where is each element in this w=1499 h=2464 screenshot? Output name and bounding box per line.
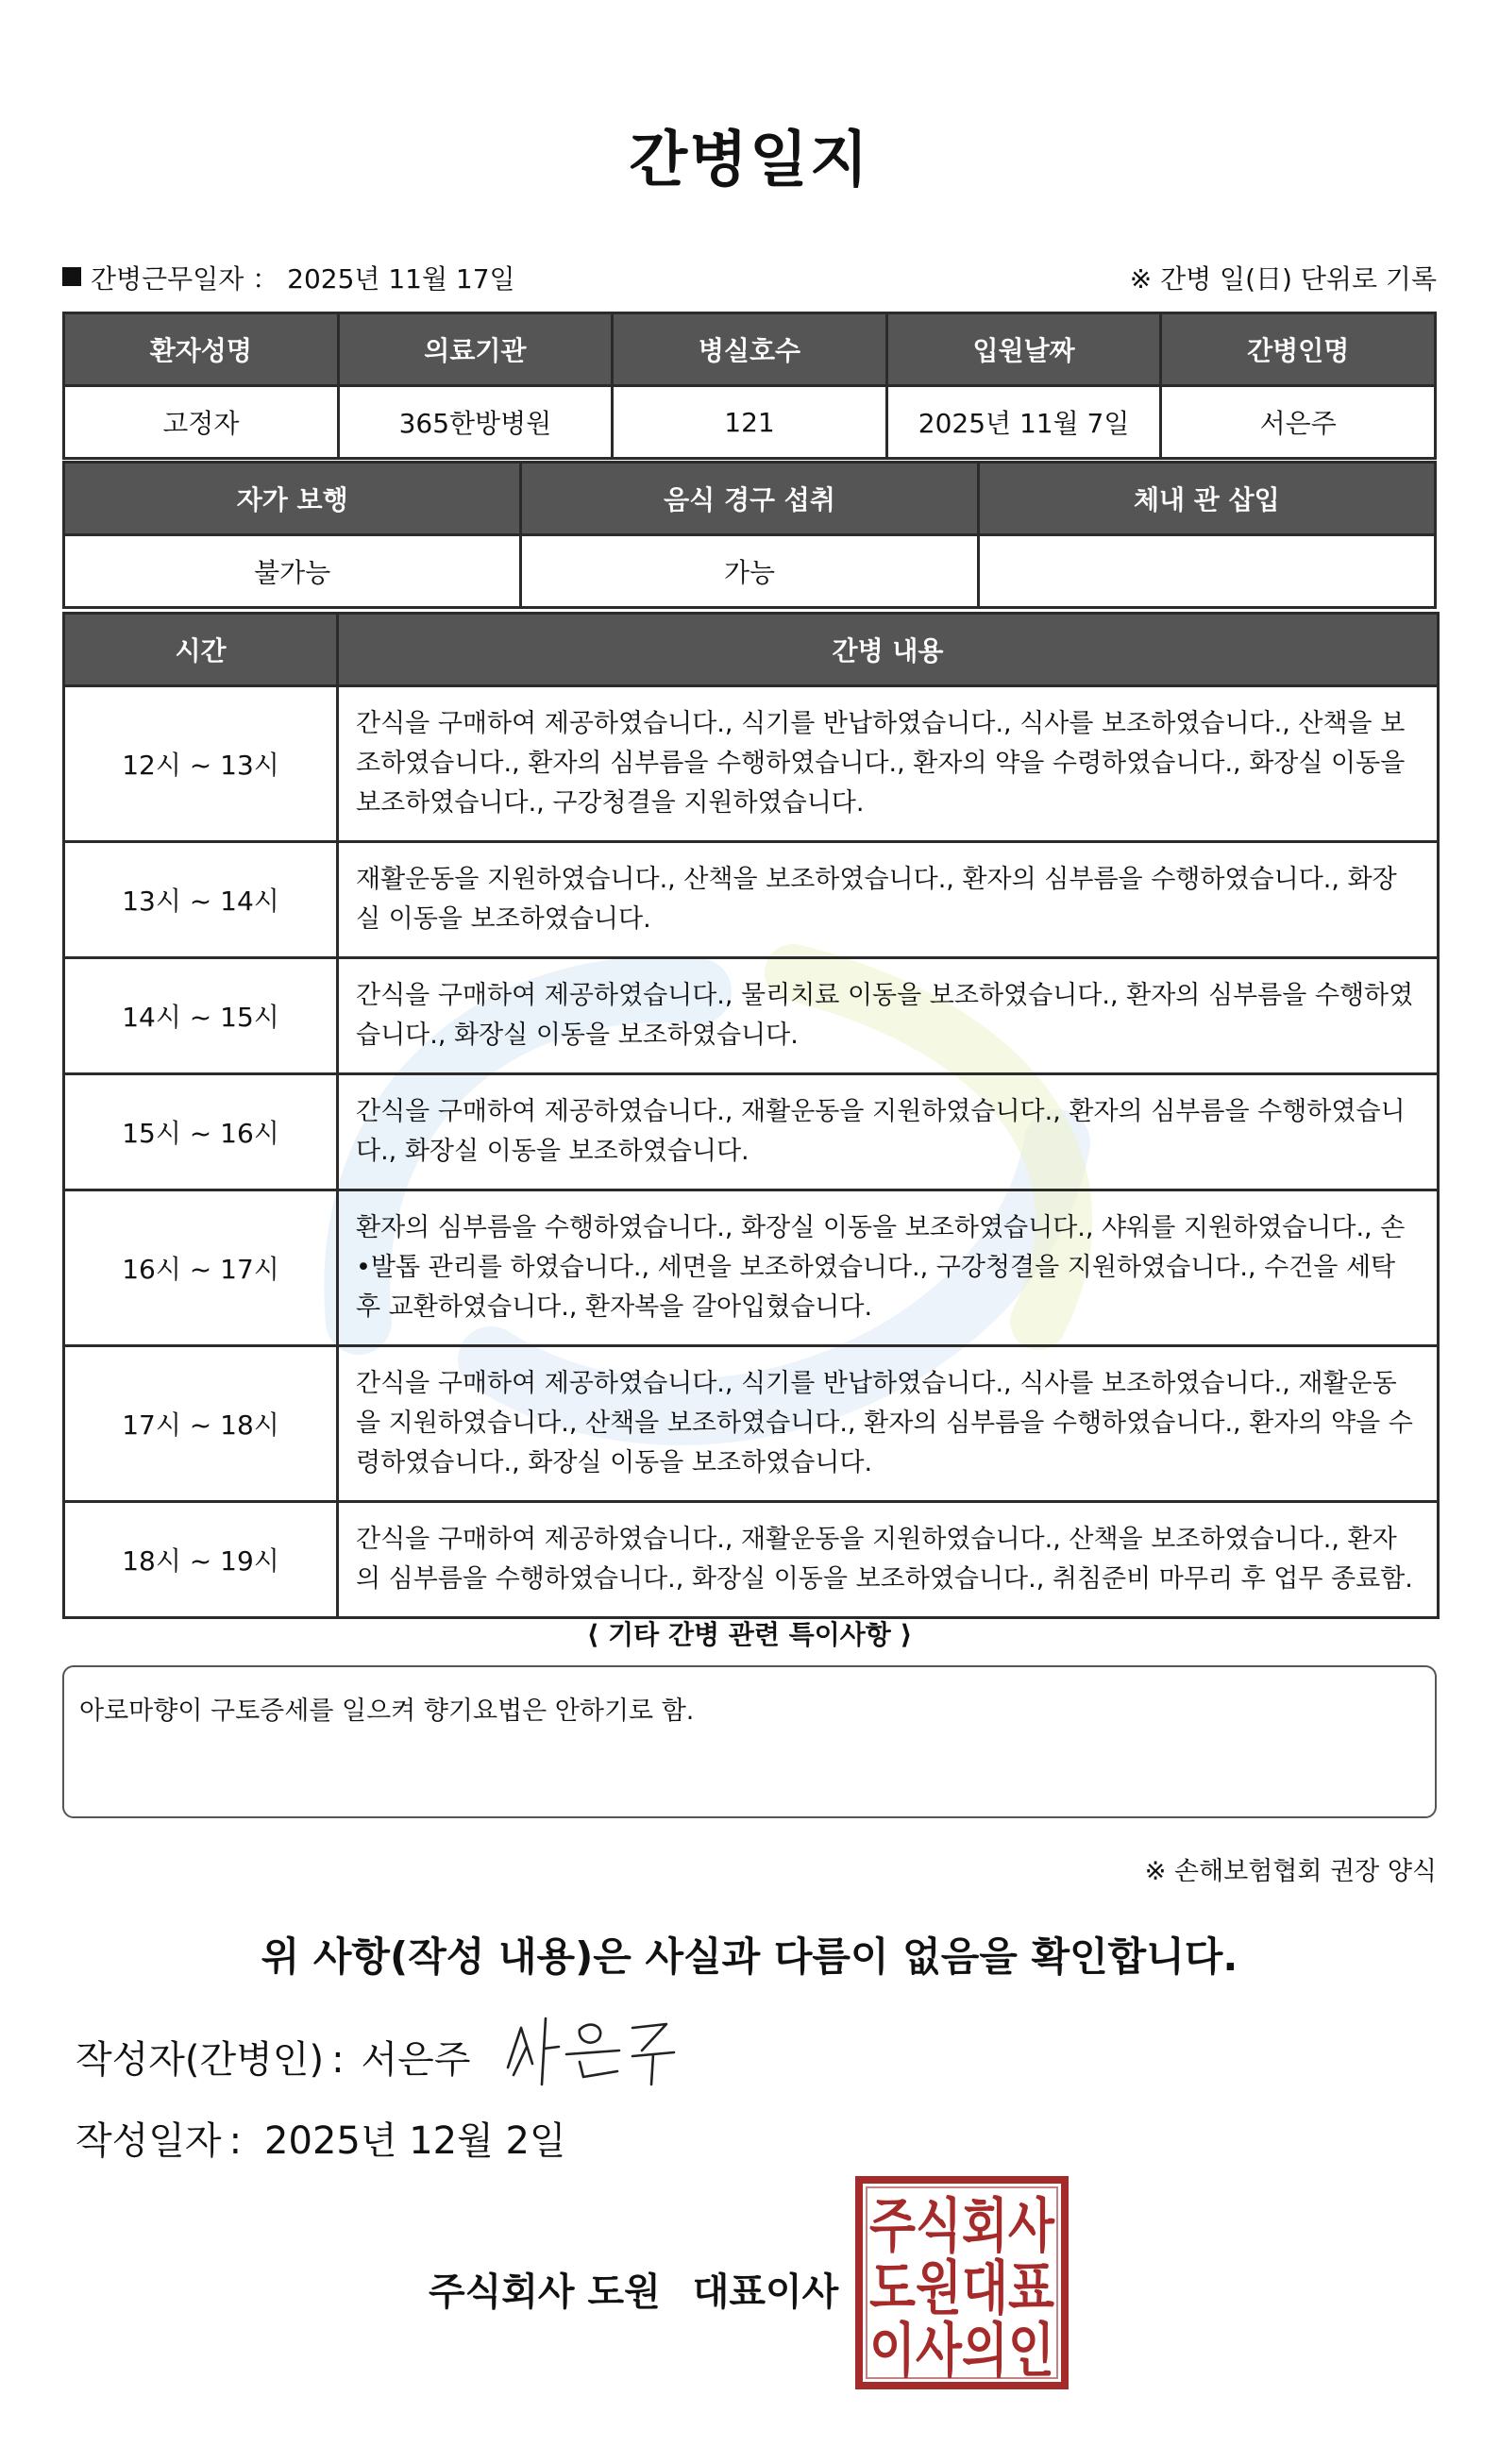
handwritten-signature <box>500 2009 680 2094</box>
time-slot: 13시 ~ 14시 <box>64 842 338 958</box>
header-caregiver-name: 간병인명 <box>1161 313 1436 386</box>
writer-name: 서은주 <box>361 2038 471 2082</box>
table-header-row <box>64 463 1436 535</box>
page-title: 간병일지 <box>629 126 870 195</box>
seal-line-3: 이사의인 <box>869 2316 1054 2385</box>
special-notes-box <box>62 1665 1437 1818</box>
table-row <box>64 1074 1439 1190</box>
writer-colon: : <box>331 2038 345 2082</box>
table-header-row <box>64 614 1439 686</box>
confirmation-statement: 위 사항(작성 내용)은 사실과 다름이 없음을 확인합니다. <box>261 1933 1238 1980</box>
table-row <box>64 1502 1439 1618</box>
header-care-content: 간병 내용 <box>338 614 1439 686</box>
patient-info-table <box>62 312 1437 460</box>
table-row <box>64 1346 1439 1502</box>
header-admission-date: 입원날짜 <box>886 313 1161 386</box>
work-date-label: 간병근무일자 <box>91 263 244 295</box>
company-title: 대표이사 <box>692 2270 839 2314</box>
company-name: 주식회사 도원 <box>429 2270 661 2314</box>
seal-line-2: 도원대표 <box>869 2253 1055 2322</box>
care-log-table <box>62 612 1440 1619</box>
seal-line-1: 주식회사 <box>869 2191 1055 2260</box>
walking-status: 불가능 <box>64 535 521 608</box>
care-content: 간식을 구매하여 제공하였습니다., 물리치료 이동을 보조하였습니다., 환자의 심부름을 수행하였습니다., 화장실 이동을 보조하였습니다. <box>338 958 1439 1074</box>
written-date-value: 2025년 12월 2일 <box>264 2119 566 2163</box>
table-header-row <box>64 313 1436 386</box>
table-row <box>64 1190 1439 1346</box>
tube-insertion-status <box>978 535 1435 608</box>
header-patient-name: 환자성명 <box>64 313 339 386</box>
written-date-label: 작성일자 <box>76 2119 222 2163</box>
patient-status-table <box>62 461 1437 609</box>
time-slot: 15시 ~ 16시 <box>64 1074 338 1190</box>
admission-date: 2025년 11월 7일 <box>886 386 1161 459</box>
time-slot: 14시 ~ 15시 <box>64 958 338 1074</box>
table-row <box>64 958 1439 1074</box>
square-bullet-icon <box>62 267 81 286</box>
time-slot: 12시 ~ 13시 <box>64 686 338 842</box>
special-notes-title: ⟨ 기타 간병 관련 특이사항 ⟩ <box>586 1619 913 1650</box>
caregiver-name: 서은주 <box>1161 386 1436 459</box>
oral-intake-status: 가능 <box>521 535 978 608</box>
company-seal-stamp <box>855 2176 1069 2389</box>
table-row <box>64 535 1436 608</box>
writer-label: 작성자(간병인) <box>76 2038 325 2082</box>
table-row <box>64 386 1436 459</box>
header-walking: 자가 보행 <box>64 463 521 535</box>
special-notes-text: 아로마향이 구토증세를 일으켜 향기요법은 안하기로 함. <box>79 1696 695 1726</box>
care-content: 간식을 구매하여 제공하였습니다., 식기를 반납하였습니다., 식사를 보조하였습니다., 산책을 보조하였습니다., 환자의 심부름을 수행하였습니다., 환자의 약을 수령하였습니다., 화장실 이동을 보조하였습니다., 구강청결을 지원하였습니다. <box>338 686 1439 842</box>
care-content: 환자의 심부름을 수행하였습니다., 화장실 이동을 보조하였습니다., 샤워를 지원하였습니다., 손•발톱 관리를 하였습니다., 세면을 보조하였습니다., 구강청결을 지원하였습니다., 수건을 세탁 후 교환하였습니다., 환자복을 갈아입혔습니다. <box>338 1190 1439 1346</box>
written-date-line <box>76 2111 566 2165</box>
work-date <box>62 259 515 296</box>
written-date-colon: : <box>228 2119 243 2163</box>
header-hospital: 의료기관 <box>338 313 613 386</box>
patient-name: 고정자 <box>64 386 339 459</box>
care-content: 간식을 구매하여 제공하였습니다., 식기를 반납하였습니다., 식사를 보조하였습니다., 재활운동을 지원하였습니다., 산책을 보조하였습니다., 환자의 심부름을 수행하였습니다., 환자의 약을 수령하였습니다., 화장실 이동을 보조하였습니다. <box>338 1346 1439 1502</box>
record-note: ※ 간병 일(日) 단위로 기록 <box>1129 263 1437 295</box>
time-slot: 17시 ~ 18시 <box>64 1346 338 1502</box>
table-row <box>64 686 1439 842</box>
work-date-colon: ： <box>252 263 279 295</box>
time-slot: 16시 ~ 17시 <box>64 1190 338 1346</box>
hospital-name: 365한방병원 <box>338 386 613 459</box>
company-signature-line <box>429 2262 838 2316</box>
work-date-value: 2025년 11월 17일 <box>287 263 515 295</box>
header-oral-intake: 음식 경구 섭취 <box>521 463 978 535</box>
care-content: 재활운동을 지원하였습니다., 산책을 보조하였습니다., 환자의 심부름을 수행하였습니다., 화장실 이동을 보조하였습니다. <box>338 842 1439 958</box>
room-number: 121 <box>613 386 887 459</box>
care-content: 간식을 구매하여 제공하였습니다., 재활운동을 지원하였습니다., 산책을 보조하였습니다., 환자의 심부름을 수행하였습니다., 화장실 이동을 보조하였습니다., 취침준비 마무리 후 업무 종료함. <box>338 1502 1439 1618</box>
writer-line <box>76 2030 470 2084</box>
care-content: 간식을 구매하여 제공하였습니다., 재활운동을 지원하였습니다., 환자의 심부름을 수행하였습니다., 화장실 이동을 보조하였습니다. <box>338 1074 1439 1190</box>
table-row <box>64 842 1439 958</box>
time-slot: 18시 ~ 19시 <box>64 1502 338 1618</box>
recommend-note: ※ 손해보험협회 권장 양식 <box>1144 1857 1437 1886</box>
header-time: 시간 <box>64 614 338 686</box>
header-tube-insertion: 체내 관 삽입 <box>978 463 1435 535</box>
header-room: 병실호수 <box>613 313 887 386</box>
